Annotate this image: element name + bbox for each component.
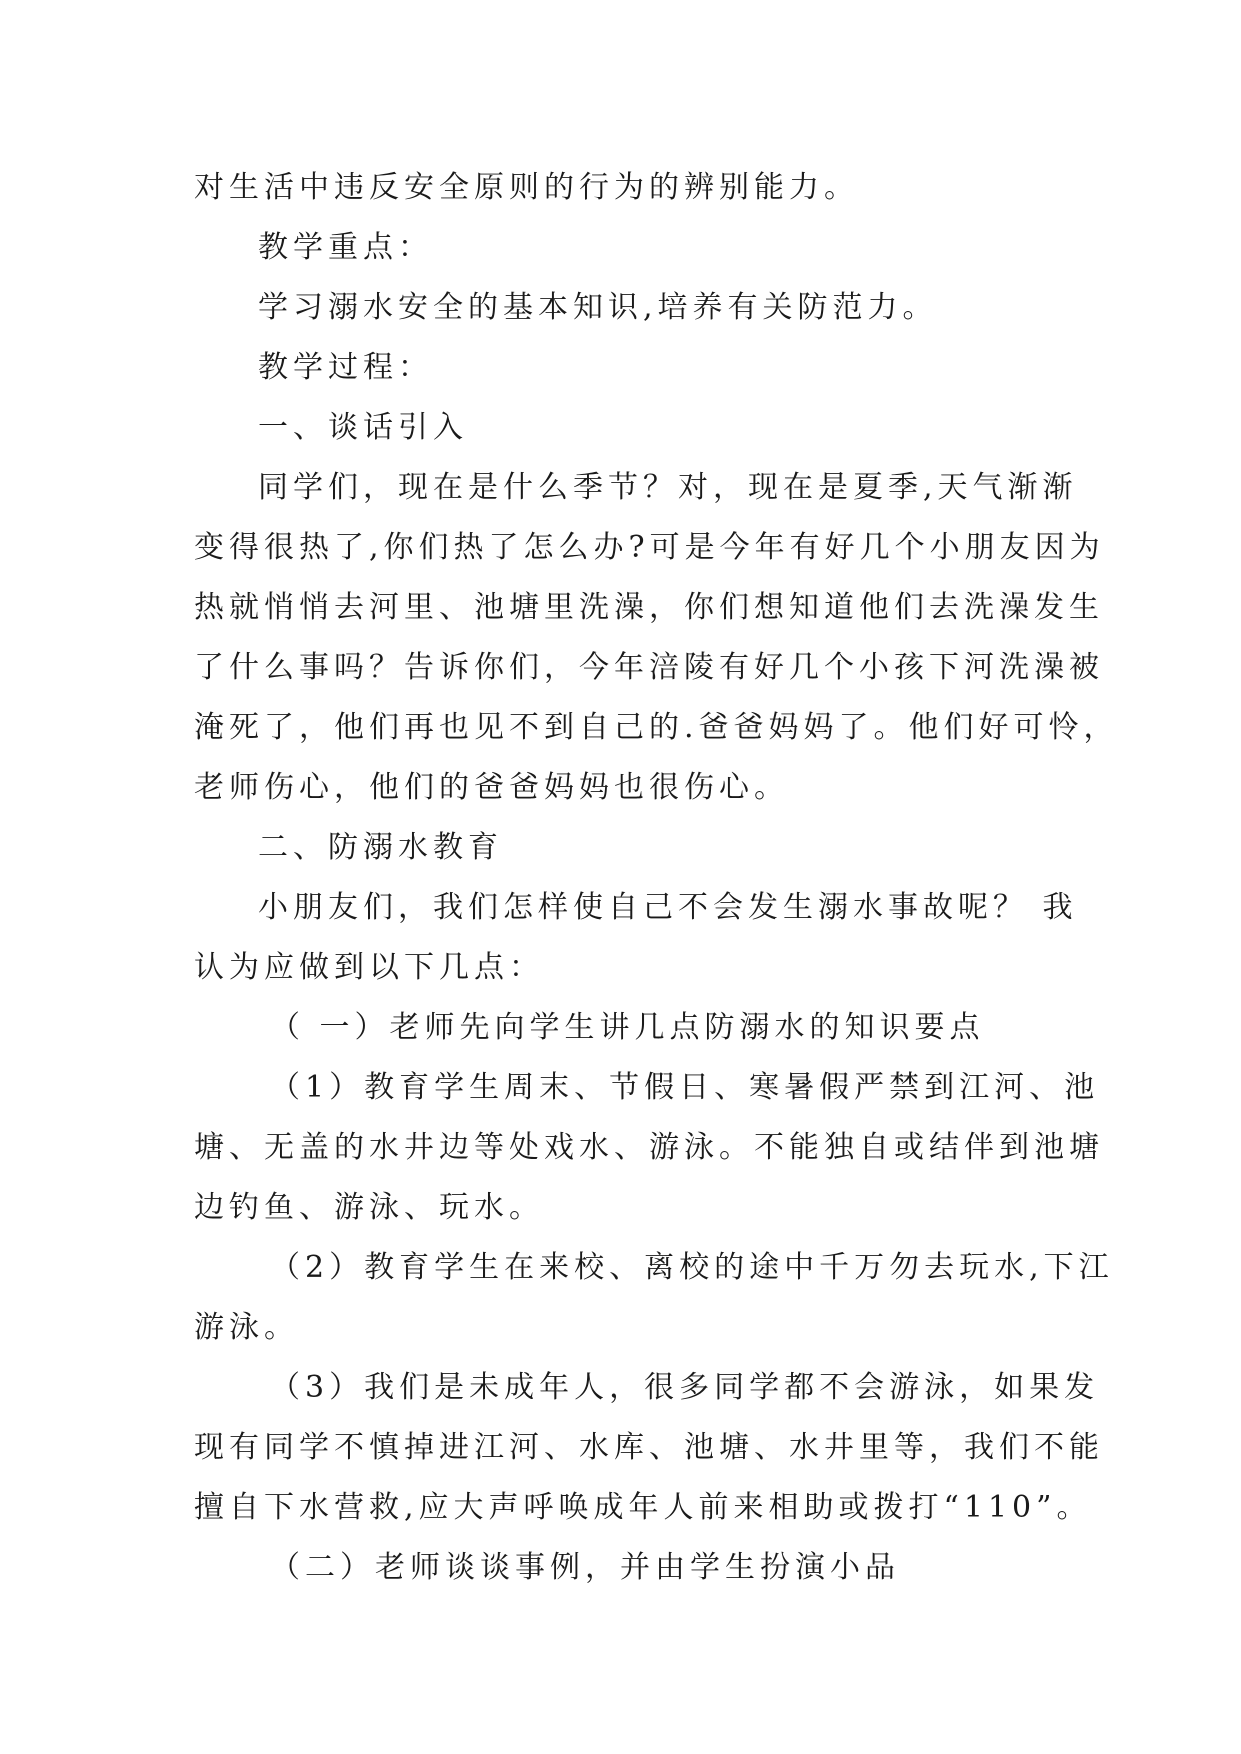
text-line: 变得很热了,你们热了怎么办?可是今年有好几个小朋友因为 — [194, 530, 1105, 565]
text-line: 擅自下水营救,应大声呼唤成年人前来相助或拨打“110”。 — [194, 1490, 1092, 1525]
text-line: 现有同学不慎掉进江河、水库、池塘、水井里等，我们不能 — [194, 1430, 1104, 1465]
text-line: 小朋友们，我们怎样使自己不会发生溺水事故呢？ 我 — [258, 890, 1078, 925]
text-line: 淹死了，他们再也见不到自己的.爸爸妈妈了。他们好可怜， — [194, 710, 1119, 745]
text-line: 塘、无盖的水井边等处戏水、游泳。不能独自或结伴到池塘 — [194, 1130, 1104, 1165]
section-heading-drowning-education: 二、防溺水教育 — [258, 830, 503, 865]
text-line: 同学们，现在是什么季节？对，现在是夏季,天气渐渐 — [258, 470, 1078, 505]
text-line: 对生活中违反安全原则的行为的辨别能力。 — [194, 170, 859, 205]
list-item-3: （3）我们是未成年人，很多同学都不会游泳，如果发 — [270, 1370, 1100, 1405]
text-line: 了什么事吗？告诉你们，今年涪陵有好几个小孩下河洗澡被 — [194, 650, 1104, 685]
subsection-heading-knowledge: （ 一）老师先向学生讲几点防溺水的知识要点 — [270, 1010, 985, 1045]
text-line: 游泳。 — [194, 1310, 299, 1345]
section-heading-process: 教学过程： — [258, 350, 433, 385]
text-line: 老师伤心，他们的爸爸妈妈也很伤心。 — [194, 770, 789, 805]
list-item-2: （2）教育学生在来校、离校的途中千万勿去玩水,下江 — [270, 1250, 1114, 1285]
list-item-1: （1）教育学生周末、节假日、寒暑假严禁到江河、池 — [270, 1070, 1100, 1105]
subsection-heading-examples: （二）老师谈谈事例，并由学生扮演小品 — [270, 1550, 900, 1585]
text-line: 学习溺水安全的基本知识,培养有关防范力。 — [258, 290, 938, 325]
text-line: 边钓鱼、游泳、玩水。 — [194, 1190, 544, 1225]
section-heading-intro: 一、谈话引入 — [258, 410, 468, 445]
text-line: 热就悄悄去河里、池塘里洗澡，你们想知道他们去洗澡发生 — [194, 590, 1104, 625]
section-heading-key-points: 教学重点： — [258, 230, 433, 265]
text-line: 认为应做到以下几点： — [194, 950, 544, 985]
